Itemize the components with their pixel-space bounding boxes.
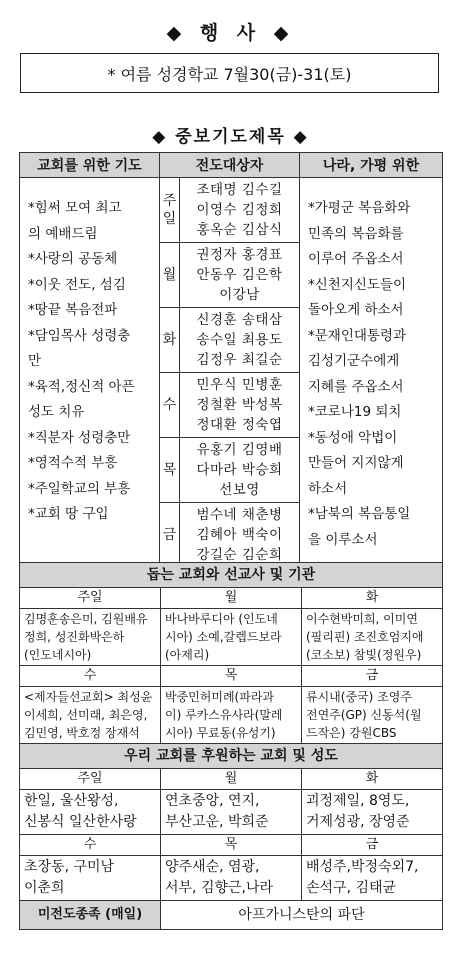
col-header-targets: 전도대상자	[160, 153, 300, 178]
text-line: (인도네시아)	[24, 648, 92, 662]
text-line: 부산고운, 박희준	[165, 814, 269, 830]
day-header: 금	[302, 835, 443, 856]
nation-prayer-item: 을 이루소서	[308, 531, 378, 548]
col-header-nation: 나라, 가평 위한	[300, 153, 443, 178]
target-names	[180, 308, 300, 373]
text-line: 거제성광, 장영준	[306, 814, 410, 830]
text-line: 시아) 소예,갈렙드보라	[165, 630, 282, 644]
text-line: 서부, 김향근,나라	[165, 880, 274, 896]
text-line: 민우식 민병훈	[196, 377, 283, 393]
text-line: 안동우 김은학	[196, 267, 283, 283]
text-line: 유홍기 김영배	[196, 442, 283, 458]
text-line: 배성주,박정숙외7,	[306, 859, 419, 875]
target-names	[180, 243, 300, 308]
nation-prayer-item: *문재인대통령과	[308, 327, 407, 344]
support-cell	[161, 609, 302, 666]
support-heading: 돕는 교회와 선교사 및 기관	[20, 563, 443, 588]
church-prayer-item: *주일학교의 부흥	[28, 480, 131, 497]
text-line: 초장동, 구미남	[24, 859, 115, 875]
support-cell	[302, 687, 443, 744]
text-line: 정철환 박성복	[196, 397, 283, 413]
target-day-label: 화	[162, 332, 177, 348]
text-line: (코소보) 참빛(정원우)	[306, 648, 422, 662]
text-line: 선보영	[219, 482, 260, 498]
support-cell	[161, 687, 302, 744]
nation-prayer-list	[300, 178, 443, 568]
text-line: 강길순 김순희	[196, 547, 283, 563]
day-header: 수	[20, 666, 161, 687]
day-header: 주일	[20, 588, 161, 609]
nation-prayer-item: 이루어 주옵소서	[308, 251, 404, 267]
target-day	[160, 438, 180, 503]
support-cell	[20, 609, 161, 666]
target-day-label: 금	[162, 527, 177, 543]
church-prayer-item: *힘써 모여 최고	[28, 200, 122, 216]
text-line: 신봉식 일산한사랑	[24, 814, 137, 830]
text-line: 이) 루카스유사라(말레	[165, 708, 283, 722]
day-header: 주일	[20, 769, 161, 790]
target-day-label: 월	[162, 267, 177, 283]
text-line: (필리핀) 조진호엄지애	[306, 630, 424, 644]
target-names	[180, 438, 300, 503]
target-day	[160, 503, 180, 568]
text-line: 시아) 무료동(유성기)	[165, 726, 276, 740]
target-day	[160, 178, 180, 243]
text-line: 박중민허미례(파라과	[165, 690, 275, 704]
event-content: * 여름 성경학교 7월30(금)-31(토)	[107, 64, 352, 84]
text-line: 홍옥순 김삼식	[196, 222, 283, 238]
text-line: 조태명 김수길	[196, 182, 283, 198]
church-prayer-item: *교회 땅 구입	[28, 506, 109, 522]
church-prayer-item: *땅끝 복음전파	[28, 302, 118, 318]
text-line: 이세희, 선미래, 최은영,	[24, 708, 148, 722]
target-names	[180, 503, 300, 568]
nation-prayer-item: *신천지신도들이	[308, 276, 407, 293]
text-line: 김혜아 백숙이	[196, 527, 283, 543]
day-header: 월	[161, 588, 302, 609]
target-day	[160, 308, 180, 373]
church-prayer-item: 성도 치유	[28, 404, 85, 420]
text-line: 이춘희	[24, 880, 65, 896]
support-cell	[20, 687, 161, 744]
support-table	[19, 562, 443, 930]
day-header: 화	[302, 769, 443, 790]
church-prayer-item: *이웃 전도, 섬김	[28, 276, 126, 293]
church-prayer-item: 의 예배드림	[28, 225, 98, 242]
day-header: 월	[161, 769, 302, 790]
nation-prayer-item: 돌아오게 하소서	[308, 302, 404, 318]
text-line: 김민영, 박호정 장재석	[24, 726, 140, 740]
text-line: 드작은) 강원CBS	[306, 726, 397, 740]
day-header: 목	[161, 666, 302, 687]
target-day-label: 수	[162, 397, 177, 413]
church-prayer-item: *직분자 성령충만	[28, 429, 131, 446]
sponsor-cell	[161, 856, 302, 901]
nation-prayer-item: 민족의 복음화를	[308, 225, 404, 242]
sponsors-heading: 우리 교회를 후원하는 교회 및 성도	[20, 744, 443, 769]
event-box	[20, 53, 439, 93]
target-day	[160, 243, 180, 308]
unreached-value: 아프가니스탄의 파단	[161, 901, 443, 930]
church-prayer-list	[20, 178, 160, 568]
day-header: 수	[20, 835, 161, 856]
sponsor-cell	[302, 856, 443, 901]
text-line: 연초중앙, 연지,	[165, 793, 260, 809]
text-line: 류시내(중국) 조영주	[306, 690, 412, 704]
unreached-label: 미전도종족 (매일)	[20, 901, 161, 930]
text-line: 괴정제일, 8영도,	[306, 793, 410, 809]
text-line: 신경훈 송태삼	[196, 312, 283, 328]
target-names	[180, 178, 300, 243]
event-heading: ◆ 행 사 ◆	[166, 22, 295, 44]
nation-prayer-item: 김성기군수에게	[308, 353, 400, 369]
target-day-label: 목	[162, 462, 177, 478]
prayer-table	[19, 152, 443, 568]
text-line: 김명훈송은미, 김원배유	[24, 612, 148, 626]
text-line: 송수일 최용도	[196, 332, 283, 348]
prayer-heading: ◆ 중보기도제목 ◆	[152, 127, 309, 147]
text-line: 이영수 김정희	[196, 202, 283, 218]
nation-prayer-item: *동성애 악법이	[308, 429, 398, 446]
text-line: 김정우 최길순	[196, 352, 283, 368]
support-cell	[302, 609, 443, 666]
sponsor-cell	[161, 790, 302, 835]
church-prayer-item: *육적,정신적 아픈	[28, 378, 135, 395]
target-day	[160, 373, 180, 438]
nation-prayer-item: 하소서	[308, 480, 348, 497]
sponsor-cell	[20, 790, 161, 835]
text-line: <제자들선교회> 최성윤	[24, 690, 153, 704]
text-line: (아제리)	[165, 648, 210, 662]
day-header: 화	[302, 588, 443, 609]
target-names	[180, 373, 300, 438]
nation-prayer-item: *코로나19 퇴치	[308, 404, 402, 420]
church-prayer-item: 만	[28, 353, 42, 369]
nation-prayer-item: 지혜를 주옵소서	[308, 378, 404, 395]
text-line: 이강남	[219, 287, 260, 303]
text-line: 바나바루디아 (인도네	[165, 612, 278, 626]
text-line: 손석구, 김태균	[306, 880, 397, 896]
text-line: 전연주(GP) 신동석(월	[306, 708, 422, 722]
church-prayer-item: *영적수적 부흥	[28, 455, 118, 471]
church-prayer-item: *사랑의 공동체	[28, 251, 118, 267]
church-prayer-item: *담임목사 성령충	[28, 327, 131, 344]
sponsor-cell	[302, 790, 443, 835]
nation-prayer-item: *남북의 복음통일	[308, 506, 411, 522]
text-line: 다마라 박승희	[196, 462, 283, 478]
col-header-church: 교회를 위한 기도	[20, 153, 160, 178]
sponsor-cell	[20, 856, 161, 901]
target-day-label: 주일	[162, 193, 177, 227]
text-line: 권정자 홍경표	[196, 247, 283, 263]
text-line: 정대환 정숙엽	[196, 417, 283, 433]
nation-prayer-item: *가평군 복음화와	[308, 200, 411, 216]
text-line: 이수현박미희, 이미연	[306, 612, 418, 626]
day-header: 목	[161, 835, 302, 856]
day-header: 금	[302, 666, 443, 687]
text-line: 한일, 울산왕성,	[24, 793, 119, 809]
text-line: 범수네 채춘병	[196, 507, 283, 523]
text-line: 양주새순, 염광,	[165, 859, 260, 875]
text-line: 정희, 성진화박은하	[24, 630, 125, 644]
nation-prayer-item: 만들어 지지않게	[308, 455, 404, 471]
